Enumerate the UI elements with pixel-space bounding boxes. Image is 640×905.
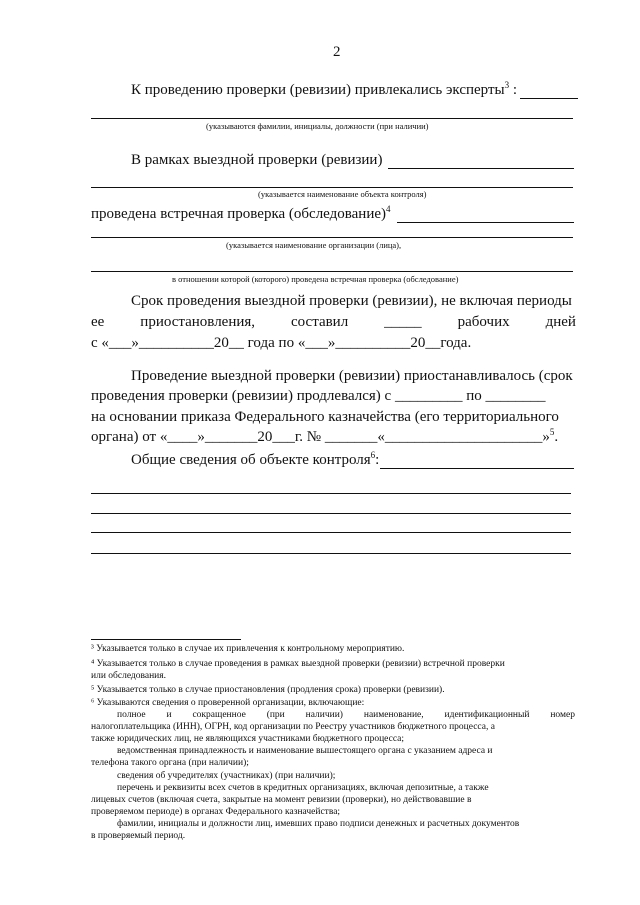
fn-word: номер xyxy=(550,710,575,720)
suspension-end: . xyxy=(554,429,559,445)
footnote-6-item-3: сведения об учредителях (участниках) (при наличии); xyxy=(117,771,336,781)
general-blank-line xyxy=(380,468,574,469)
experts-label: К проведению проверки (ревизии) привлекались эксперты xyxy=(131,82,505,98)
experts-field-line xyxy=(91,118,573,119)
period-line-3: с «___»__________20__ года по «___»__________20__года. xyxy=(91,335,472,351)
object-field-line xyxy=(91,187,573,188)
period-word: ее xyxy=(91,314,105,330)
footnote-4-line-2: или обследования. xyxy=(91,671,166,681)
counter-label: проведена встречная проверка (обследование) xyxy=(91,206,387,222)
footnote-6-item-2-line-1: ведомственная принадлежность и наименование вышестоящего органа с указанием адреса и xyxy=(117,746,493,756)
footnote-6-item-5-line-2: в проверяемый период. xyxy=(91,831,186,841)
footnote-6-item-1-line-2: налогоплательщика (ИНН), ОГРН, код организации по Реестру участников бюджетного процесса, а xyxy=(91,722,495,732)
org-caption: (указывается наименование организации (лица), xyxy=(226,240,402,250)
field-blank-line xyxy=(388,168,574,169)
footnote-mark-6: 6 xyxy=(370,450,376,460)
general-colon: : xyxy=(375,452,380,468)
suspension-line-3: на основании приказа Федерального казначейства (его территориального xyxy=(91,409,559,425)
experts-label-line xyxy=(131,82,517,99)
relation-caption: в отношении которой (которого) проведена встречная проверка (обследование) xyxy=(172,274,459,284)
org-field-line xyxy=(91,237,573,238)
fn-word: сокращенное xyxy=(192,710,246,720)
relation-field-line xyxy=(91,271,573,272)
footnote-mark-3: 3 xyxy=(504,80,510,90)
suspension-line-4-wrap xyxy=(91,429,558,446)
footnote-mark-5: 5 xyxy=(549,427,555,437)
experts-caption: (указываются фамилии, инициалы, должности (при наличии) xyxy=(206,121,429,131)
footnote-6-item-4-line-2: лицевых счетов (включая счета, закрытые на момент ревизии (проверки), но действовавшие в xyxy=(91,795,472,805)
experts-blank-line xyxy=(520,98,578,99)
general-label: Общие сведения об объекте контроля xyxy=(131,452,371,468)
general-field-line-3 xyxy=(91,532,571,533)
period-word: рабочих xyxy=(457,314,510,330)
footnote-6-item-5-line-1: фамилии, инициалы и должности лиц, имевших право подписи денежных и расчетных документов xyxy=(117,819,520,829)
field-label: В рамках выездной проверки (ревизии) xyxy=(131,152,383,168)
fn-word: наименование, xyxy=(363,710,424,720)
footnote-5: ⁵ Указывается только в случае приостановления (продления срока) проверки (ревизии). xyxy=(91,685,445,695)
fn-word: идентификационный xyxy=(444,710,530,720)
fn-word: (при xyxy=(266,710,285,720)
footnote-6-item-2-line-2: телефона такого органа (при наличии); xyxy=(91,758,249,768)
footnote-mark-4: 4 xyxy=(386,204,391,214)
experts-colon: : xyxy=(512,82,518,98)
footnote-6-item-1-line-1 xyxy=(117,709,575,721)
footnote-separator xyxy=(91,639,241,640)
counter-label-line xyxy=(91,206,391,223)
general-field-line-1 xyxy=(91,493,571,494)
counter-blank-line xyxy=(397,222,574,223)
footnote-3: ³ Указывается только в случае их привлечения к контрольному мероприятию. xyxy=(91,644,405,654)
period-line-1: Срок проведения выездной проверки (ревизии), не включая периоды xyxy=(131,293,572,309)
footnote-4-line-1: ⁴ Указывается только в случае проведения в рамках выездной проверки (ревизии) встречной проверки xyxy=(91,659,505,669)
general-field-line-2 xyxy=(91,513,571,514)
suspension-line-4: органа) от «____»_______20___г. № _______«_____________________» xyxy=(91,429,550,445)
footnote-6-item-1-line-3: также юридических лиц, не являющихся участниками бюджетного процесса; xyxy=(91,734,405,744)
suspension-line-1: Проведение выездной проверки (ревизии) приостанавливалось (срок xyxy=(131,368,573,384)
fn-word: полное xyxy=(117,710,146,720)
fn-word: наличии) xyxy=(305,710,343,720)
suspension-line-2: проведения проверки (ревизии) продлевался) с _________ по ________ xyxy=(91,388,546,404)
period-word: _____ xyxy=(384,314,422,330)
footnote-6-intro: ⁶ Указываются сведения о проверенной организации, включающие: xyxy=(91,698,365,708)
period-word: дней xyxy=(545,314,576,330)
period-word: приостановления, xyxy=(140,314,256,330)
period-line-2 xyxy=(91,314,576,331)
footnote-6-item-4-line-3: проверяемом периоде) в органах Федерального казначейства; xyxy=(91,807,341,817)
general-field-line-4 xyxy=(91,553,571,554)
page-number: 2 xyxy=(333,44,341,60)
footnote-6-item-4-line-1: перечень и реквизиты всех счетов в кредитных организациях, включая депозитные, а также xyxy=(117,783,489,793)
object-caption: (указывается наименование объекта контроля) xyxy=(258,189,427,199)
general-label-line xyxy=(131,452,379,469)
fn-word: и xyxy=(166,710,172,720)
period-word: составил xyxy=(291,314,349,330)
